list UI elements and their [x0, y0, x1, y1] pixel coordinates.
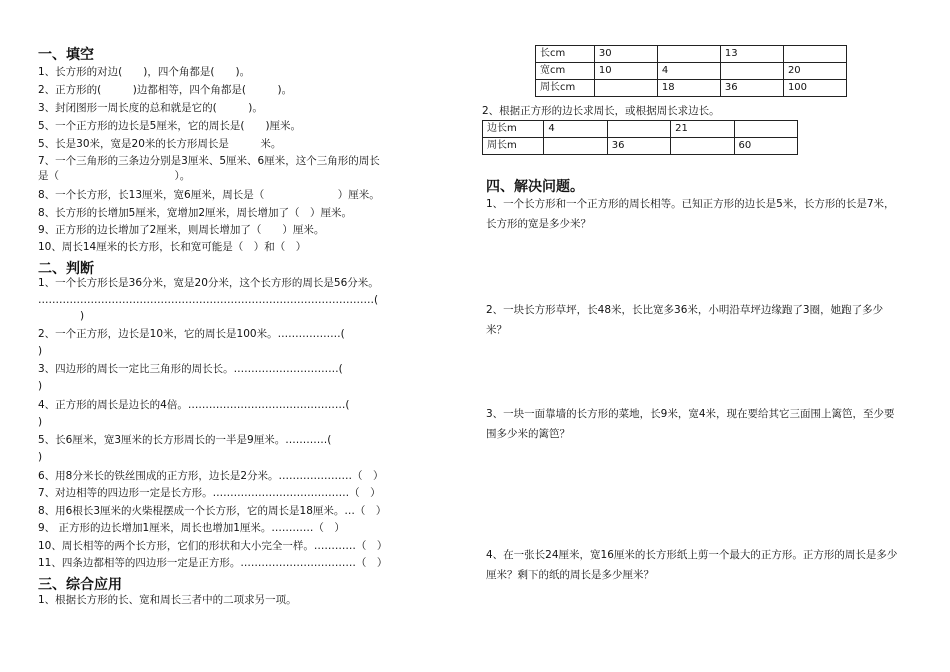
judge-item-5: 5、长6厘米，宽3厘米的长方形周长的一半是9厘米。…………(	[38, 434, 332, 446]
fill-item-9: 9、正方形的边长增加了2厘米，则周长增加了（ ）厘米。	[38, 224, 325, 236]
table-cell: 长cm	[536, 46, 595, 63]
table-cell: 周长cm	[536, 80, 595, 97]
judge-item-1: 1、一个长方形长是36分米，宽是20分米，这个长方形的周长是56分米。	[38, 277, 379, 289]
table-cell: 21	[671, 121, 734, 138]
table-cell	[671, 138, 734, 155]
section-3-title: 三、综合应用	[38, 577, 122, 593]
fill-item-8b: 8、长方形的长增加5厘米，宽增加2厘米，周长增加了（ ）厘米。	[38, 207, 353, 219]
table-cell: 宽cm	[536, 63, 595, 80]
table-cell	[607, 121, 670, 138]
judge-item-1-close: )	[80, 310, 85, 322]
table-cell: 边长m	[483, 121, 544, 138]
judge-item-3: 3、四边形的周长一定比三角形的周长长。…………………………(	[38, 363, 343, 375]
problem-3: 3、一块一面靠墙的长方形的菜地，长9米，宽4米，现在要给其它三面围上篱笆，至少要围多少米的篱笆？	[486, 408, 895, 440]
judge-item-6: 6、用8分米长的铁丝围成的正方形，边长是2分米。…………………（ ）	[38, 470, 384, 482]
rectangle-table	[535, 45, 847, 97]
apply-item-2: 2、根据正方形的边长求周长，或根据周长求边长。	[482, 105, 720, 117]
fill-item-2: 2、正方形的( )边都相等，四个角都是( )。	[38, 84, 293, 96]
table-cell: 18	[657, 80, 720, 97]
table-cell	[783, 46, 846, 63]
section-2-title: 二、判断	[38, 261, 94, 277]
judge-item-1-dots: ……………………………………………………………………………………(	[38, 294, 379, 306]
table-cell	[657, 46, 720, 63]
judge-item-8: 8、用6根长3厘米的火柴棍摆成一个长方形，它的周长是18厘米。…（ ）	[38, 505, 387, 517]
table-cell	[594, 80, 657, 97]
table-row	[483, 138, 798, 155]
apply-item-1: 1、根据长方形的长、宽和周长三者中的二项求另一项。	[38, 594, 297, 606]
judge-item-10: 10、周长相等的两个长方形，它们的形状和大小完全一样。…………（ ）	[38, 540, 388, 552]
fill-item-4: 5、一个正方形的边长是5厘米，它的周长是( )厘米。	[38, 120, 302, 132]
table-row	[536, 46, 847, 63]
fill-item-7: 7、一个三角形的三条边分别是3厘米、5厘米、6厘米，这个三角形的周长	[38, 155, 380, 167]
judge-item-9: 9、 正方形的边长增加1厘米，周长也增加1厘米。…………（ ）	[38, 522, 345, 534]
table-cell: 13	[720, 46, 783, 63]
fill-item-8a: 8、一个长方形，长13厘米，宽6厘米，周长是（ ）厘米。	[38, 189, 380, 201]
table-cell	[544, 138, 607, 155]
fill-item-10: 10、周长14厘米的长方形，长和宽可能是（ ）和（ ）	[38, 241, 307, 253]
section-1-title: 一、填空	[38, 47, 94, 63]
table-cell: 20	[783, 63, 846, 80]
fill-item-3: 3、封闭图形一周长度的总和就是它的( )。	[38, 102, 263, 114]
table-cell	[720, 63, 783, 80]
square-table	[482, 120, 798, 155]
table-row	[536, 80, 847, 97]
table-cell: 36	[720, 80, 783, 97]
judge-item-7: 7、对边相等的四边形一定是长方形。…………………………………（ ）	[38, 487, 381, 499]
judge-item-2: 2、一个正方形，边长是10米，它的周长是100米。………………(	[38, 328, 345, 340]
judge-item-4-close: )	[38, 416, 43, 428]
table-cell	[734, 121, 797, 138]
table-row	[536, 63, 847, 80]
judge-item-11: 11、四条边都相等的四边形一定是正方形。……………………………（ ）	[38, 557, 388, 569]
problem-1: 1、一个长方形和一个正方形的周长相等。已知正方形的边长是5米，长方形的长是7米，长方形的宽是多少米？	[486, 198, 895, 230]
table-cell: 60	[734, 138, 797, 155]
fill-item-5: 5、长是30米，宽是20米的长方形周长是 米。	[38, 138, 282, 150]
table-cell: 36	[607, 138, 670, 155]
judge-item-5-close: )	[38, 451, 43, 463]
table-cell: 周长m	[483, 138, 544, 155]
judge-item-3-close: )	[38, 380, 43, 392]
fill-item-7-cont: 是（ ）。	[38, 170, 191, 182]
table-cell: 10	[594, 63, 657, 80]
table-cell: 30	[594, 46, 657, 63]
table-cell: 100	[783, 80, 846, 97]
table-row	[483, 121, 798, 138]
problem-4: 4、在一张长24厘米，宽16厘米的长方形纸上剪一个最大的正方形。正方形的周长是多少厘米？剩下的纸的周长是多少厘米？	[486, 549, 898, 581]
section-4-title: 四、解决问题。	[486, 179, 584, 195]
fill-item-1: 1、长方形的对边( )，四个角都是( )。	[38, 66, 251, 78]
table-cell: 4	[544, 121, 607, 138]
problem-2: 2、一块长方形草坪，长48米，长比宽多36米，小明沿草坪边缘跑了3圈，她跑了多少米？	[486, 304, 884, 336]
judge-item-4: 4、正方形的周长是边长的4倍。………………………………………(	[38, 399, 350, 411]
judge-item-2-close: )	[38, 345, 43, 357]
table-cell: 4	[657, 63, 720, 80]
